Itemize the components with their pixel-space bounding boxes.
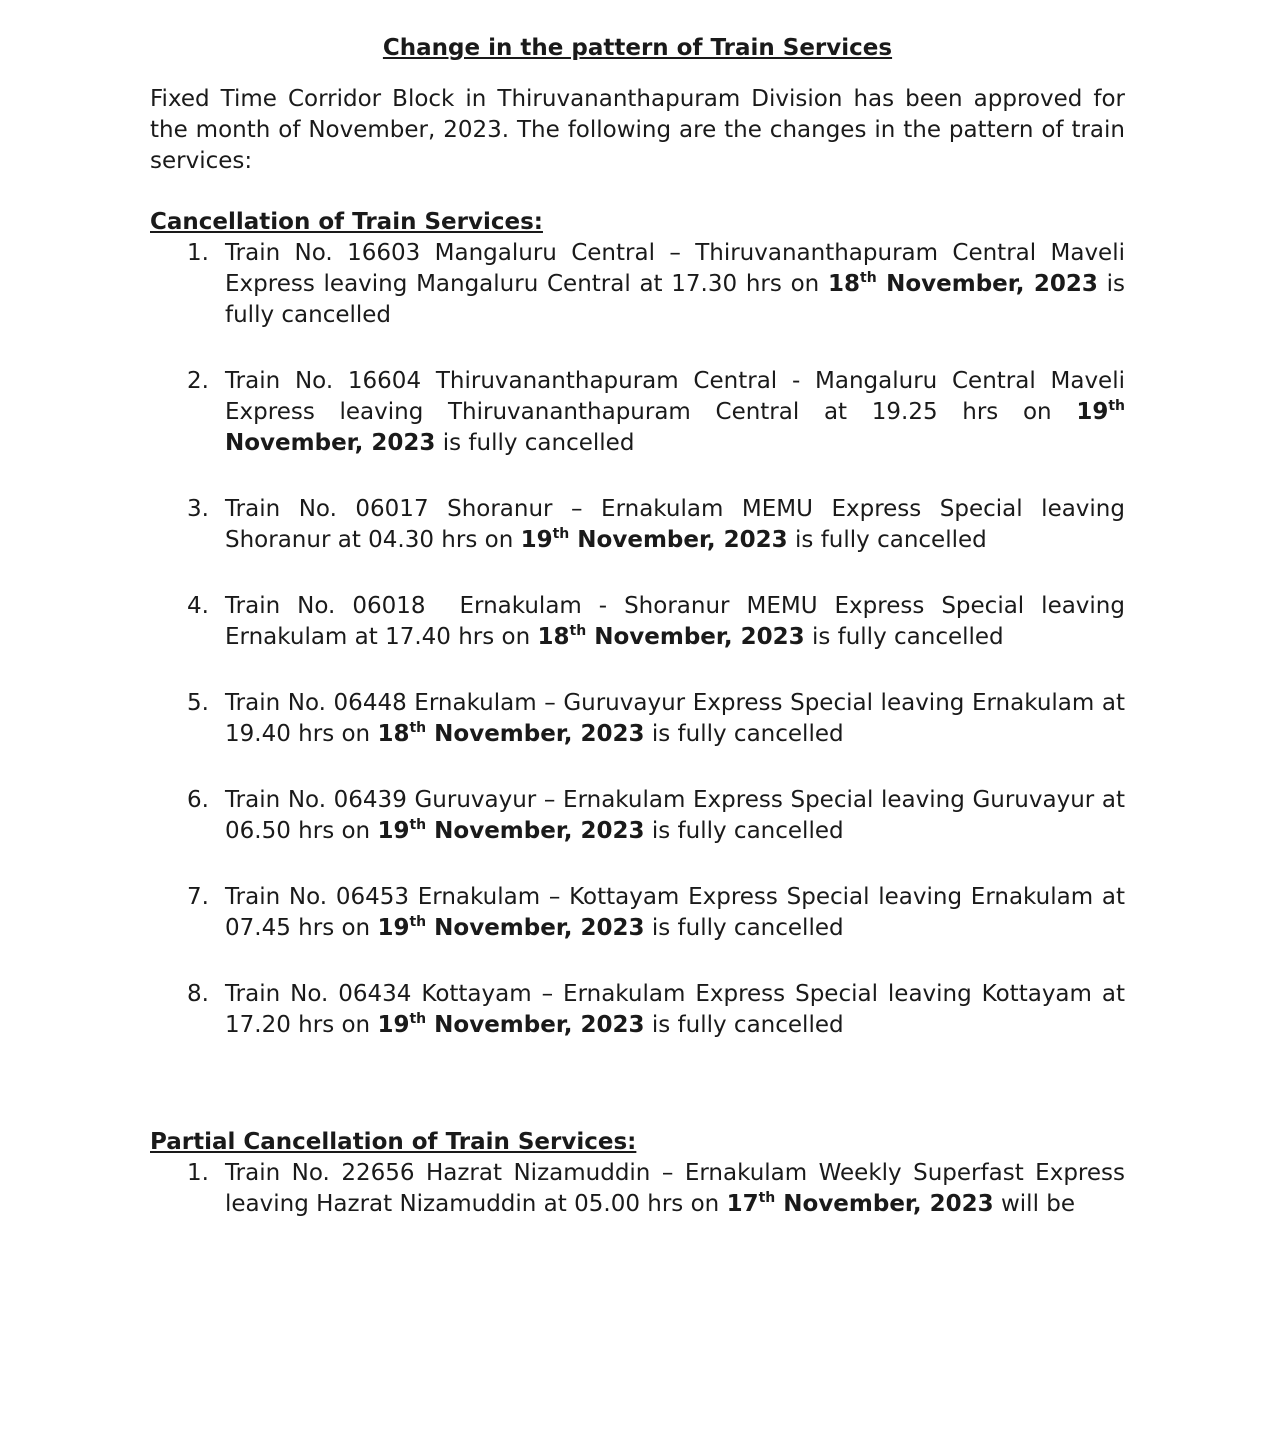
item-day: 18 (377, 721, 410, 747)
item-month-year: November, 2023 (434, 1012, 645, 1038)
document-page (150, 30, 1133, 1220)
item-number: 4. (187, 593, 209, 619)
item-tail: will be (1000, 1191, 1076, 1217)
partial-cancellation-list (150, 1158, 1125, 1220)
item-tail: is fully cancelled (795, 527, 987, 553)
partial-cancellation-heading: Partial Cancellation of Train Services: (150, 1129, 637, 1155)
item-day-suffix: th (569, 623, 587, 639)
item-day-suffix: th (552, 526, 570, 542)
item-day-suffix: th (758, 1190, 776, 1206)
item-day: 19 (377, 915, 410, 941)
item-day: 19 (1076, 399, 1109, 425)
item-text: Train No. 06434 Kottayam – Ernakulam Express Special leaving Kottayam at 17.20 hrs on (225, 981, 1125, 1038)
list-item (150, 366, 1125, 459)
item-day: 17 (726, 1191, 759, 1217)
intro-paragraph: Fixed Time Corridor Block in Thiruvananthapuram Division has been approved for the month of November, 2023. The following are the changes in the pattern of train services: (150, 86, 1125, 174)
item-number: 2. (187, 368, 209, 394)
item-day: 19 (377, 818, 410, 844)
item-text: Train No. 06439 Guruvayur – Ernakulam Express Special leaving Guruvayur at 06.50 hrs on (225, 787, 1125, 844)
item-day: 18 (827, 271, 860, 297)
item-date (828, 271, 1098, 297)
item-date (727, 1191, 994, 1217)
item-tail: is fully cancelled (225, 271, 1126, 328)
item-date (377, 818, 644, 844)
item-month-year: November, 2023 (783, 1191, 994, 1217)
item-date (521, 527, 788, 553)
item-tail: is fully cancelled (811, 624, 1004, 650)
item-date (538, 624, 805, 650)
list-item (150, 494, 1125, 556)
item-text: Train No. 06448 Ernakulam – Guruvayur Express Special leaving Ernakulam at 19.40 hrs on (225, 690, 1125, 747)
item-text: Train No. 16604 Thiruvananthapuram Central - Mangaluru Central Maveli Express leaving Thiruvananthapuram Central at 19.25 hrs on (225, 368, 1125, 425)
item-month-year: November, 2023 (886, 271, 1098, 297)
document-title: Change in the pattern of Train Services (382, 35, 893, 61)
item-day: 19 (377, 1012, 410, 1038)
item-day-suffix: th (860, 270, 877, 286)
item-number: 1. (187, 240, 209, 266)
item-tail: is fully cancelled (651, 1012, 844, 1038)
item-number: 6. (187, 787, 209, 813)
item-month-year: November, 2023 (434, 915, 645, 941)
item-text: Train No. 22656 Hazrat Nizamuddin – Ernakulam Weekly Superfast Express leaving Hazrat Nizamuddin at 05.00 hrs on (225, 1160, 1125, 1217)
item-date (377, 1012, 644, 1038)
item-text: Train No. 06018 Ernakulam - Shoranur MEMU Express Special leaving Ernakulam at 17.40 hrs on (225, 593, 1133, 650)
item-date (377, 721, 644, 747)
list-item (150, 785, 1125, 847)
item-text: Train No. 06453 Ernakulam – Kottayam Express Special leaving Ernakulam at 07.45 hrs on (225, 884, 1125, 941)
item-day-suffix: th (409, 720, 427, 736)
item-text: Train No. 06017 Shoranur – Ernakulam MEMU Express Special leaving Shoranur at 04.30 hrs on (225, 496, 1125, 553)
item-day-suffix: th (1108, 398, 1125, 414)
cancellation-heading: Cancellation of Train Services: (150, 209, 543, 235)
item-day-suffix: th (409, 914, 427, 930)
item-day-suffix: th (409, 1011, 427, 1027)
item-month-year: November, 2023 (577, 527, 788, 553)
item-number: 7. (187, 884, 209, 910)
item-day-suffix: th (409, 817, 427, 833)
item-month-year: November, 2023 (434, 721, 645, 747)
item-day: 18 (537, 624, 570, 650)
list-item (150, 882, 1125, 944)
item-month-year: November, 2023 (225, 430, 436, 456)
item-number: 8. (187, 981, 209, 1007)
list-item (150, 1158, 1125, 1220)
item-month-year: November, 2023 (434, 818, 645, 844)
list-item (150, 979, 1125, 1041)
list-item (150, 238, 1125, 331)
item-tail: is fully cancelled (651, 721, 844, 747)
item-day: 19 (520, 527, 553, 553)
item-tail: is fully cancelled (651, 915, 844, 941)
list-item (150, 591, 1133, 653)
cancellation-list (150, 238, 1133, 1041)
item-text: Train No. 16603 Mangaluru Central – Thiruvananthapuram Central Maveli Express leaving Mangaluru Central at 17.30 hrs on (225, 240, 1125, 297)
item-number: 5. (187, 690, 209, 716)
item-number: 3. (187, 496, 209, 522)
item-tail: is fully cancelled (442, 430, 635, 456)
list-item (150, 688, 1125, 750)
item-tail: is fully cancelled (651, 818, 844, 844)
item-date (377, 915, 644, 941)
item-number: 1. (187, 1160, 209, 1186)
item-month-year: November, 2023 (594, 624, 805, 650)
